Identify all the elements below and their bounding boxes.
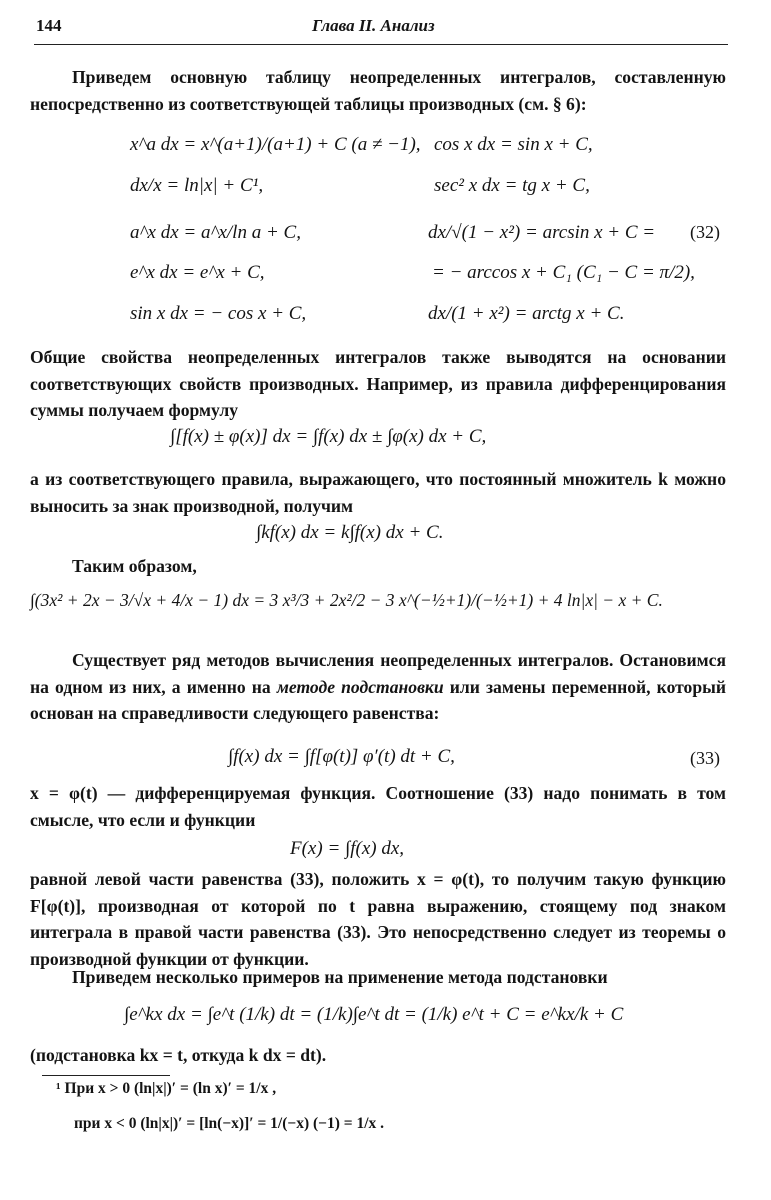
paragraph-explanation: равной левой части равенства (33), положить x = φ(t), то получим такую функцию F[φ(t)], производная от которой по t равна выражению, стоящему под знаком интеграла в правой части равенства (33). Это непосредственно следует из теоремы о производной функции от функции. (30, 869, 726, 969)
equation-number-33: (33) (690, 748, 720, 768)
page-number: 144 (36, 16, 62, 35)
paragraph-constant: а из соответствующего правила, выражающего, что постоянный множитель k можно выносить за знак производной, получим (30, 469, 726, 516)
formula-F-definition: F(x) = ∫f(x) dx, (290, 838, 405, 859)
chapter-title: Глава II. Анализ (312, 16, 435, 35)
formula-example: ∫(3x² + 2x − 3/√x + 4/x − 1) dx = 3 x³/3 + 2x²/2 − 3 x^(−½+1)/(−½+1) + 4 ln|x| − x + C. (30, 590, 663, 610)
footnote-line-2: при x < 0 (ln|x|)′ = [ln(−x)]′ = 1/(−x) (−1) = 1/x . (74, 1115, 385, 1132)
paragraph-examples: Приведем несколько примеров на применение метода подстановки (72, 967, 608, 987)
paragraph-properties: Общие свойства неопределенных интегралов также выводятся на основании соответствующих свойств производных. Например, из правила дифференцирования суммы получаем формулу (30, 347, 726, 420)
formula-log: dx/x = ln|x| + C¹, (130, 175, 264, 196)
formula-substitution: ∫f(x) dx = ∫f[φ(t)] φ′(t) dt + C, (228, 746, 455, 767)
paragraph-substitution-note: (подстановка kx = t, откуда k dx = dt). (30, 1045, 327, 1065)
formula-const-rule: ∫kf(x) dx = k∫f(x) dx + C. (256, 522, 444, 543)
formula-arcsin: dx/√(1 − x²) = arcsin x + C = (428, 222, 656, 243)
formula-cos: cos x dx = sin x + C, (434, 134, 593, 155)
formula-sum-rule: ∫[f(x) ± φ(x)] dx = ∫f(x) dx ± ∫φ(x) dx + C, (170, 426, 487, 447)
formula-exp-e: e^x dx = e^x + C, (130, 262, 265, 283)
formula-arctg: dx/(1 + x²) = arctg x + C. (428, 303, 625, 324)
paragraph-methods-text-a: Существует ряд методов вычисления неопределенных интегралов. Остановимся на одном из них, а именно на (30, 650, 726, 697)
paragraph-differentiable: x = φ(t) — дифференцируемая функция. Соотношение (33) надо понимать в том смысле, что если и функции (30, 783, 726, 830)
equation-number-32: (32) (690, 222, 720, 242)
formula-exp-example: ∫e^kx dx = ∫e^t (1/k) dt = (1/k)∫e^t dt = (1/k) e^t + C = e^kx/k + C (124, 1004, 624, 1025)
paragraph-intro: Приведем основную таблицу неопределенных интегралов, составленную непосредственно из соответствующей таблицы производных (см. § 6): (30, 67, 726, 114)
formula-exp-a: a^x dx = a^x/ln a + C, (130, 222, 301, 243)
formula-sec: sec² x dx = tg x + C, (434, 175, 590, 196)
footnote-rule (42, 1075, 170, 1076)
paragraph-methods-text-b: или замены переменной, который основан на справедливости следующего равенства: (30, 676, 727, 723)
paragraph-thus: Таким образом, (72, 556, 197, 576)
paragraph-methods (30, 647, 726, 727)
formula-power: x^a dx = x^(a+1)/(a+1) + C (a ≠ −1), (130, 134, 421, 155)
formula-sin: sin x dx = − cos x + C, (130, 303, 307, 324)
footnote-line-1: ¹ При x > 0 (ln|x|)′ = (ln x)′ = 1/x , (56, 1080, 277, 1097)
formula-arccos: = − arccos x + C₁ (C₁ − C = π/2), (432, 262, 695, 283)
term-substitution-method: методе подстановки (276, 676, 444, 697)
header-rule (34, 44, 728, 45)
